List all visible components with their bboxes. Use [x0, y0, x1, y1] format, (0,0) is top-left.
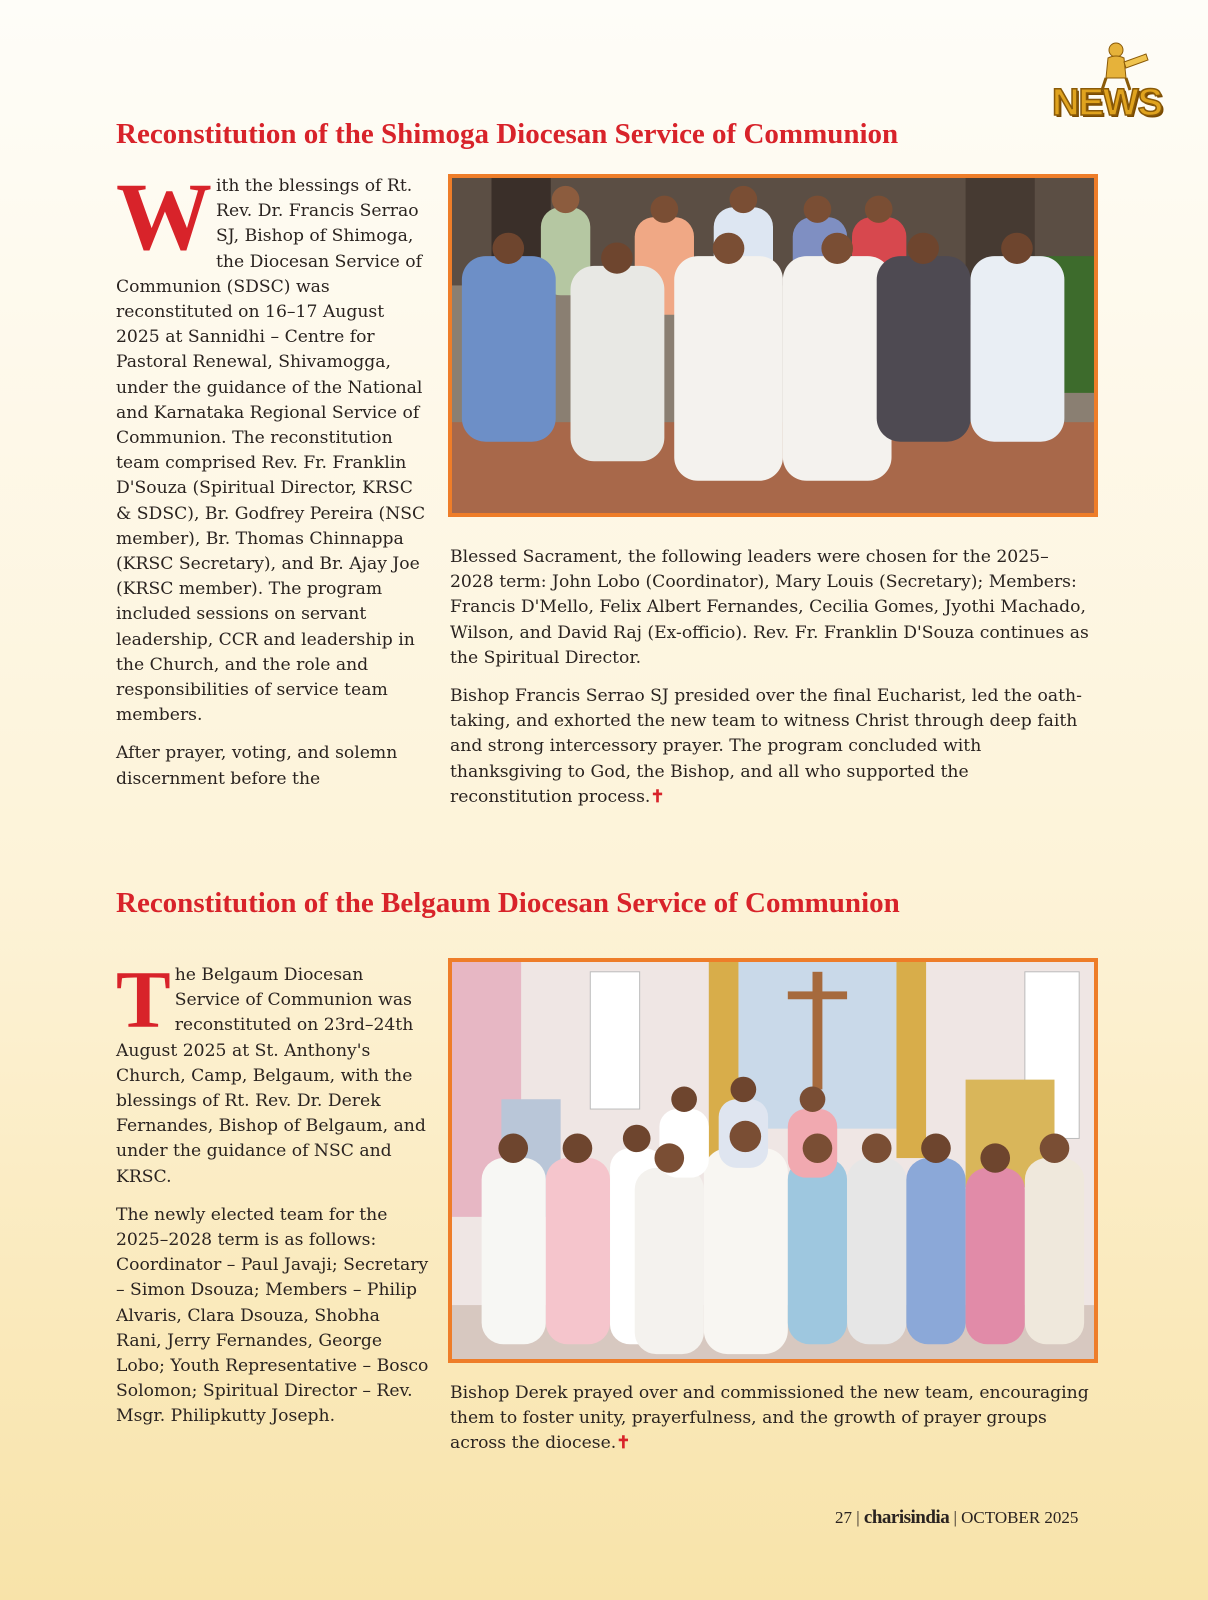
paragraph: Bishop Francis Serrao SJ presided over the final Eucharist, led the oath-taking, and exhorted the new team to witness Christ through deep faith and strong intercessory prayer. The program concluded with thanksgiving to God, the Bishop, and all who supported the reconstitution process. — [450, 686, 1082, 807]
magazine-brand: charisindia — [863, 1507, 950, 1528]
cross-end-mark-icon: ✝ — [650, 786, 665, 807]
article-right-column — [450, 1381, 1090, 1470]
drop-cap: W — [116, 163, 212, 270]
paragraph: The newly elected team for the 2025–2028 term is as follows: Coordinator – Paul Javaji; Secretary – Simon Dsouza; Members – Philip Alvaris, Clara Dsouza, Shobha Rani, Jerry Fernandes, George Lobo; Youth Representative – Bosco Solomon; Spiritual Director – Rev. Msgr. Philipkutty Joseph. — [116, 1204, 429, 1427]
paragraph: Blessed Sacrament, the following leaders were chosen for the 2025–2028 term: John Lobo (Coordinator), Mary Louis (Secretary); Members: Francis D'Mello, Felix Albert Fernandes, Cecilia Gomes, Jyothi Machado, Wilson, and David Raj (Ex-officio). Rev. Fr. Franklin D'Souza continues as the Spiritual Director. — [450, 547, 1089, 668]
article-right-column — [450, 545, 1090, 823]
news-logo-text: NEWS — [1052, 82, 1162, 124]
paragraph: Bishop Derek prayed over and commissioned the new team, encouraging them to foster unity, prayerfulness, and the growth of prayer groups across the diocese. — [450, 1383, 1089, 1454]
paragraph: ith the blessings of Rt. Rev. Dr. Francis Serrao SJ, Bishop of Shimoga, the Diocesan Service of Communion (SDSC) was reconstituted on 16–17 August 2025 at Sannidhi – Centre for Pastoral Renewal, Shivamogga, under the guidance of the National and Karnataka Regional Service of Communion. The reconstitution team comprised Rev. Fr. Franklin D'Souza (Spiritual Director, KRSC & SDSC), Br. Godfrey Pereira (NSC member), Br. Thomas Chinnappa (KRSC Secretary), and Br. Ajay Joe (KRSC member). The program included sessions on servant leadership, CCR and leadership in the Church, and the role and responsibilities of service team members. — [116, 176, 426, 726]
group-photo-belgaum — [448, 958, 1098, 1363]
article-left-column — [116, 954, 430, 1443]
drop-cap: T — [116, 954, 171, 1045]
news-logo — [1046, 38, 1170, 138]
footer-separator: | — [856, 1508, 860, 1527]
group-photo-shimoga — [448, 174, 1098, 517]
footer-separator: | — [953, 1508, 957, 1527]
issue-date: OCTOBER 2025 — [961, 1508, 1079, 1527]
paragraph: After prayer, voting, and solemn discernment before the — [116, 743, 398, 789]
article-heading: Reconstitution of the Shimoga Diocesan Service of Communion — [116, 118, 899, 150]
article-heading: Reconstitution of the Belgaum Diocesan Service of Communion — [116, 887, 900, 919]
page-number: 27 — [835, 1508, 852, 1527]
cross-end-mark-icon: ✝ — [616, 1433, 631, 1454]
article-left-column — [116, 163, 430, 805]
page-footer — [835, 1507, 1078, 1529]
paragraph: he Belgaum Diocesan Service of Communion was reconstituted on 23rd–24th August 2025 at St. Anthony's Church, Camp, Belgaum, with the blessings of Rt. Rev. Dr. Derek Fernandes, Bishop of Belgaum, and under the guidance of NSC and KRSC. — [116, 965, 426, 1187]
